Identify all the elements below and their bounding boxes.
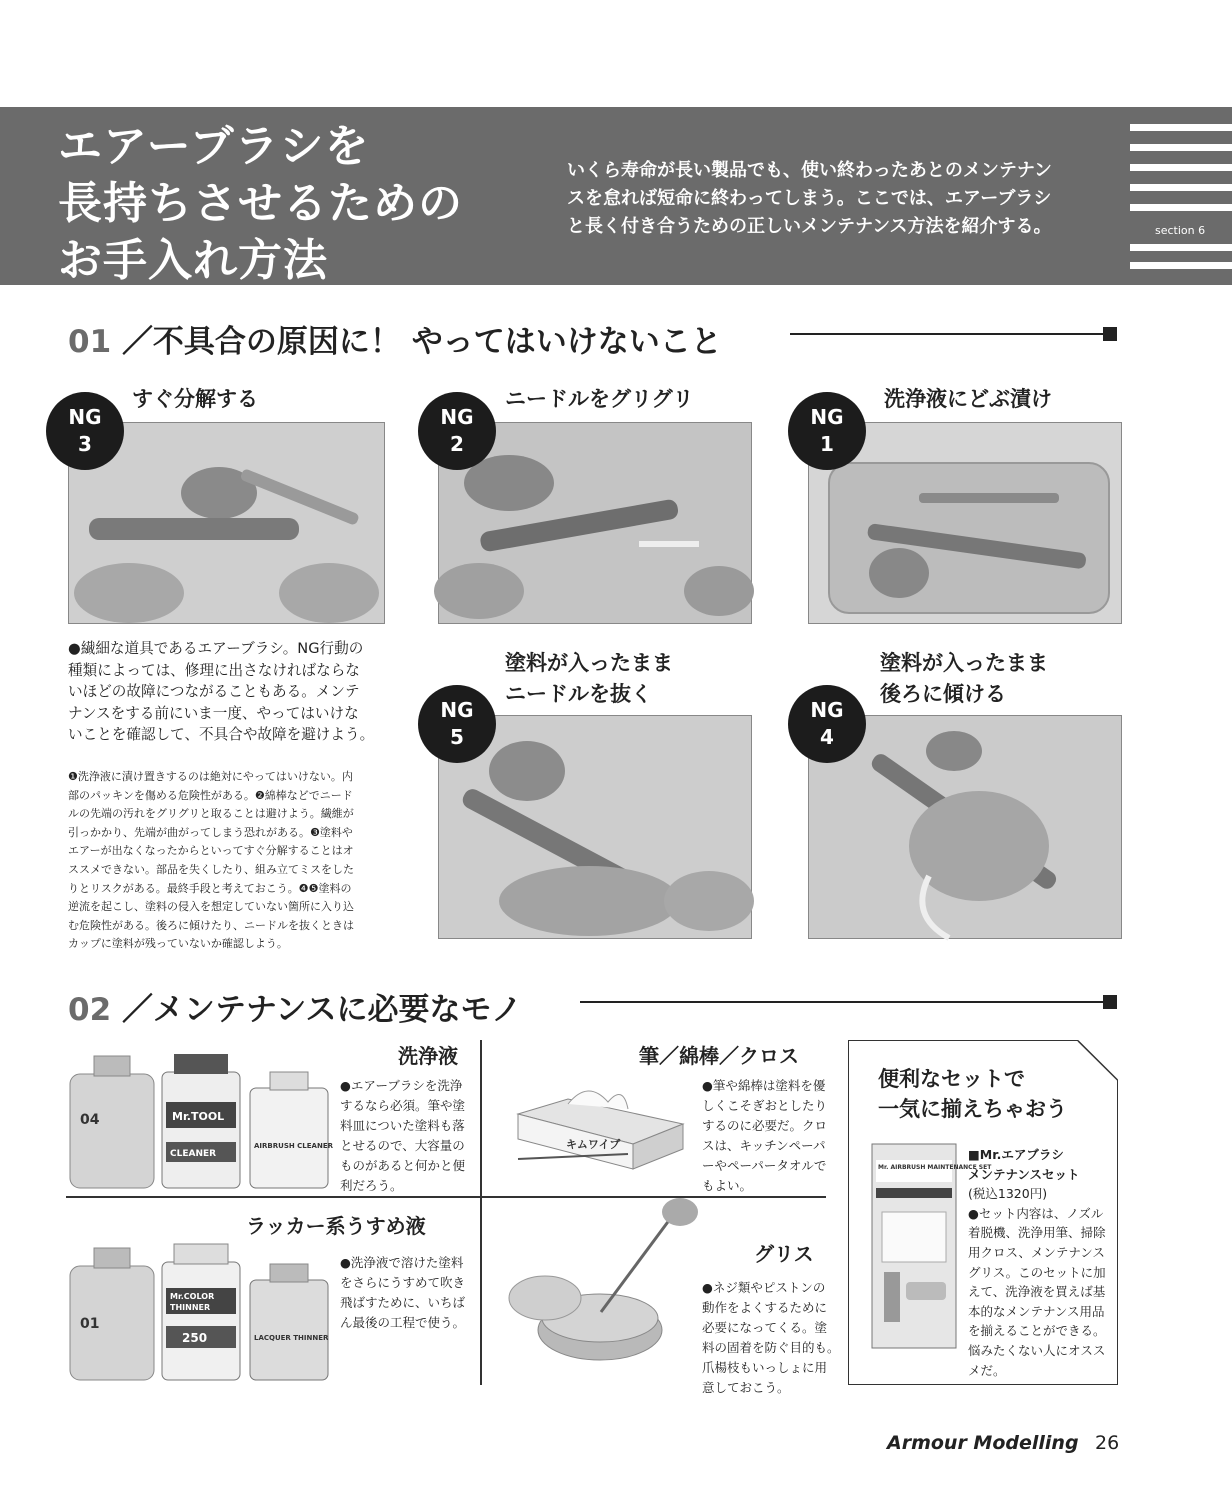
badge-label: NG — [440, 698, 474, 722]
heading-end-square — [1103, 995, 1117, 1009]
vertical-divider — [480, 1040, 482, 1385]
decor-stripe — [1130, 262, 1232, 269]
desc-line: ーやペーパータオルで — [702, 1158, 827, 1173]
bottle-label: Mr.TOOL — [172, 1110, 225, 1123]
desc-line: 必要になってくる。塗 — [702, 1320, 828, 1335]
desc-line: メだ。 — [968, 1362, 1006, 1378]
ng-title-line: 後ろに傾ける — [880, 682, 1006, 706]
desc-line: 悩みたくない人にオスス — [968, 1342, 1106, 1358]
notes-line: ルの先端の汚れをグリグリと取ることは避けよう。繊維が — [68, 807, 354, 821]
desc-line: するなら必須。筆や塗 — [340, 1098, 466, 1113]
desc-line: を揃えることができる。 — [968, 1323, 1106, 1339]
notes-line: ススメできない。部品を失くしたり、組み立てミスをした — [68, 862, 354, 876]
tools-desc — [702, 1076, 827, 1196]
badge-label: NG — [68, 405, 102, 429]
desc-line: えて、洗浄液を買えば基 — [968, 1284, 1106, 1300]
package-label: Mr. AIRBRUSH MAINTENANCE SET — [878, 1164, 992, 1171]
ng-title-line: ニードルをグリグリ — [505, 387, 694, 411]
lead-line: スを怠れば短命に終わってしまう。ここでは、エアーブラシ — [567, 188, 1052, 209]
set-desc — [968, 1145, 1106, 1380]
section-number: 01 — [68, 324, 112, 360]
section-number: 02 — [68, 992, 112, 1028]
grease-photo — [505, 1200, 695, 1380]
page-title — [58, 118, 463, 289]
badge-label: NG — [810, 405, 844, 429]
ng-title-2 — [505, 384, 694, 415]
notes-line: りとリスクがある。最終手段と考えておこう。❹❺塗料の — [68, 881, 352, 895]
desc-line: 動作をよくするために — [702, 1300, 828, 1315]
heading-rule — [790, 333, 1110, 335]
notes-line: カップに塗料が残っていないか確認しよう。 — [68, 937, 288, 951]
desc-line: ■Mr.エアブラシ — [968, 1147, 1064, 1162]
badge-label: NG — [810, 698, 844, 722]
bottle-label: CLEANER — [170, 1149, 217, 1159]
notes-line: 逆流を起こし、塗料の侵入を想定していない箇所に入り込 — [68, 900, 354, 914]
desc-line: ●洗浄液で溶けた塗料 — [340, 1255, 464, 1270]
box-label: キムワイプ — [566, 1138, 621, 1151]
bottle-label: AIRBRUSH CLEANER — [254, 1142, 333, 1150]
notes-line: エアーが出なくなったからといってすぐ分解することはオ — [68, 844, 354, 858]
badge-number: 3 — [78, 432, 92, 456]
desc-line: ●ネジ類やピストンの — [702, 1280, 826, 1295]
cleaner-desc — [340, 1076, 465, 1196]
desc-line: とせるので、大容量の — [340, 1138, 465, 1153]
desc-line: 着脱機、洗浄用筆、掃除 — [968, 1225, 1106, 1241]
grease-title: グリス — [754, 1242, 814, 1266]
bottle-label: LACQUER THINNER — [254, 1334, 329, 1342]
desc-line: 飛ばすために、いちば — [340, 1295, 466, 1310]
notes-line: 部のパッキンを傷める危険性がある。❷綿棒などでニード — [68, 788, 353, 802]
desc-line: 本的なメンテナンス用品 — [968, 1303, 1105, 1319]
desc-line: もよい。 — [702, 1178, 753, 1193]
notes-text — [68, 768, 386, 954]
bottle-label: 250 — [182, 1331, 208, 1345]
desc-line: スは、キッチンペーパ — [702, 1138, 826, 1153]
horizontal-divider — [66, 1196, 826, 1198]
badge-number: 1 — [820, 432, 834, 456]
badge-number: 4 — [820, 725, 834, 749]
page-number: 26 — [1095, 1432, 1120, 1454]
desc-line: 料の固着を防ぐ目的も。 — [702, 1340, 840, 1355]
desc-line: (税込1320円) — [968, 1186, 1048, 1202]
intro-line: ナンスをする前にいま一度、やってはいけな — [68, 704, 359, 722]
section-title: ／不具合の原因に！ やってはいけないこと — [121, 324, 722, 360]
badge-number: 5 — [450, 725, 464, 749]
notes-line: ❶洗浄液に漬け置きするのは絶対にやってはいけない。内 — [68, 770, 353, 783]
badge-number: 2 — [450, 432, 464, 456]
badge-label: NG — [440, 405, 474, 429]
set-panel-corner — [1078, 1040, 1118, 1080]
desc-line: ●筆や綿棒は塗料を優 — [702, 1078, 826, 1093]
desc-line: ものがあると何かと便 — [340, 1158, 466, 1173]
tools-title: 筆／綿棒／クロス — [639, 1044, 799, 1068]
desc-line: ●エアーブラシを洗浄 — [340, 1078, 463, 1093]
decor-stripe — [1130, 244, 1232, 251]
tools-photo — [508, 1074, 693, 1174]
ng-title-line: 塗料が入ったまま — [880, 651, 1048, 675]
title-line: エアーブラシを — [58, 121, 370, 172]
lead-text — [567, 157, 1067, 241]
ng-title-line: 洗浄液にどぶ漬け — [884, 387, 1052, 411]
ng-title-line: すぐ分解する — [132, 387, 258, 411]
bottle-label: Mr.COLOR — [170, 1292, 215, 1301]
set-title — [878, 1064, 1067, 1124]
intro-line: ●繊細な道具であるエアーブラシ。NG行動の — [68, 640, 364, 657]
set-title-line: 便利なセットで — [878, 1067, 1025, 1091]
desc-line: 意しておこう。 — [702, 1380, 790, 1395]
heading-rule — [580, 1001, 1110, 1003]
intro-line: いことを確認して、不具合や故障を避けよう。 — [68, 726, 375, 743]
section-label: section 6 — [1155, 224, 1206, 237]
ng-title-line: ニードルを抜く — [505, 682, 652, 706]
ng-badge-3 — [46, 392, 124, 470]
decor-stripe — [1130, 144, 1232, 151]
title-line: お手入れ方法 — [58, 235, 328, 286]
desc-line: 爪楊枝もいっしょに用 — [702, 1360, 828, 1375]
desc-line: ん最後の工程で使う。 — [340, 1315, 466, 1330]
notes-line: 引っかかり、先端が曲がってしまう恐れがある。❸塗料や — [68, 825, 353, 839]
ng-badge-2 — [418, 392, 496, 470]
desc-line: しくこそぎおとしたり — [702, 1098, 828, 1113]
bottle-label: 04 — [80, 1112, 100, 1128]
decor-stripe — [1130, 124, 1232, 131]
desc-line: するのに必要だ。クロ — [702, 1118, 828, 1133]
desc-line: ●セット内容は、ノズル — [968, 1205, 1104, 1221]
grease-desc — [702, 1278, 840, 1398]
desc-line: をさらにうすめて吹き — [340, 1275, 466, 1290]
decor-stripe — [1130, 204, 1232, 211]
ng-title-3 — [132, 384, 258, 415]
section-heading-01 — [68, 316, 722, 361]
desc-line: 料皿についた塗料も落 — [340, 1118, 465, 1133]
notes-line: む危険性がある。後ろに傾けたり、ニードルを抜くときは — [68, 918, 354, 932]
section-heading-02 — [68, 984, 522, 1029]
desc-line: メンテナンスセット — [968, 1166, 1080, 1182]
decor-stripe — [1130, 184, 1232, 191]
desc-line: 用クロス、メンテナンス — [968, 1244, 1105, 1260]
lead-line: と長く付き合うための正しいメンテナンス方法を紹介する。 — [567, 216, 1052, 237]
intro-line: いほどの故障につながることもある。メンテ — [68, 683, 360, 700]
decor-stripe — [1130, 164, 1232, 171]
bottle-label: 01 — [80, 1316, 100, 1332]
set-package-photo — [870, 1142, 992, 1352]
ng-badge-5 — [418, 685, 496, 763]
ng-title-line: 塗料が入ったまま — [505, 651, 673, 675]
cleaner-title: 洗浄液 — [398, 1044, 458, 1068]
thinner-title: ラッカー系うすめ液 — [246, 1214, 426, 1238]
thinner-desc — [340, 1253, 465, 1333]
ng-badge-1 — [788, 392, 866, 470]
bottle-label: THINNER — [170, 1303, 211, 1312]
magazine-logo: Armour Modelling — [887, 1432, 1079, 1454]
desc-line: グリス。このセットに加 — [968, 1264, 1106, 1280]
set-title-line: 一気に揃えちゃおう — [878, 1097, 1067, 1121]
ng-title-4 — [880, 648, 1048, 710]
desc-line: 利だろう。 — [340, 1178, 403, 1193]
cleaner-bottles-photo — [64, 1052, 336, 1192]
ng-title-5 — [505, 648, 673, 710]
lead-line: いくら寿命が長い製品でも、使い終わったあとのメンテナン — [567, 160, 1052, 181]
section-title: ／メンテナンスに必要なモノ — [121, 992, 523, 1028]
intro-text — [68, 638, 386, 746]
ng-title-1 — [884, 384, 1052, 415]
intro-line: 種類によっては、修理に出さなければならな — [68, 661, 360, 679]
heading-end-square — [1103, 327, 1117, 341]
title-line: 長持ちさせるための — [58, 178, 463, 229]
ng-badge-4 — [788, 685, 866, 763]
thinner-bottles-photo — [64, 1242, 336, 1384]
